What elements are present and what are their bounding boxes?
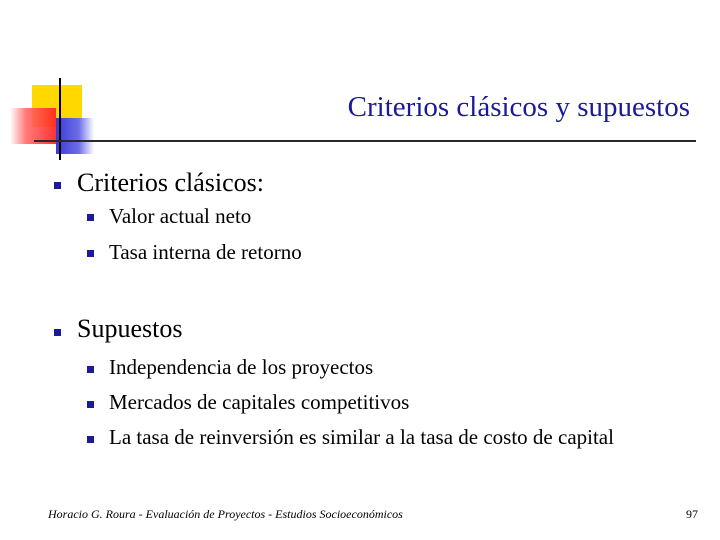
list-item: Tasa interna de retorno xyxy=(109,240,302,264)
sub-bullet-icon xyxy=(87,214,94,221)
bullet-icon xyxy=(54,182,61,189)
slide-title: Criterios clásicos y supuestos xyxy=(347,91,690,123)
sub-bullet-icon xyxy=(87,401,94,408)
title-underline xyxy=(34,140,696,142)
footer-text: Horacio G. Roura - Evaluación de Proyectos - Estudios Socioeconómicos xyxy=(48,507,403,521)
sub-bullet-icon xyxy=(87,366,94,373)
sub-bullet-icon xyxy=(87,250,94,257)
decorative-vertical-line xyxy=(59,78,61,160)
list-item: Independencia de los proyectos xyxy=(109,355,374,379)
page-number: 97 xyxy=(686,507,698,521)
decorative-red-square xyxy=(10,108,56,144)
decorative-blue-square xyxy=(56,118,94,154)
sub-bullet-icon xyxy=(87,436,94,443)
section-heading-criterios: Criterios clásicos: xyxy=(77,168,265,197)
bullet-icon xyxy=(54,329,61,336)
list-item: Mercados de capitales competitivos xyxy=(109,390,410,414)
section-heading-supuestos: Supuestos xyxy=(77,314,183,343)
list-item: Valor actual neto xyxy=(109,204,252,228)
list-item: La tasa de reinversión es similar a la tasa de costo de capital xyxy=(109,425,614,449)
